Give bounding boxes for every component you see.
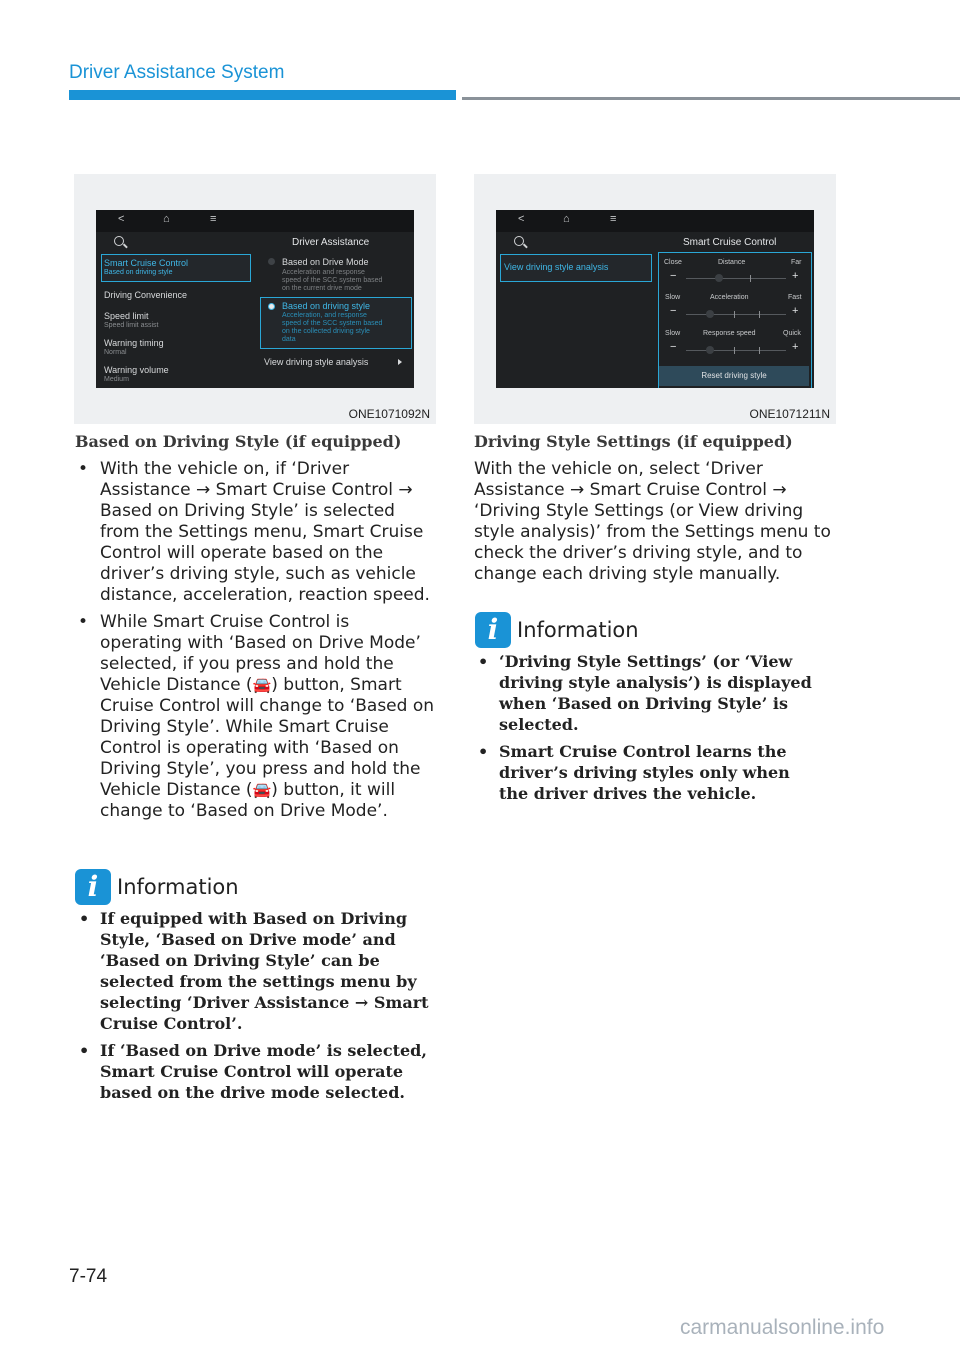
information-label: Information <box>517 618 639 642</box>
slider-tick <box>734 311 735 318</box>
bullet-item: • With the vehicle on, if ‘Driver Assistance → Smart Cruise Control → Based on Driving Style’ is selected from the Settings menu, Smart Cruise Control will operate based on the driver’s driving style, such as vehicle distance, acceleration, reaction speed. <box>74 459 436 606</box>
row-response-label: Response speed <box>703 330 756 337</box>
row-acceleration-right: Fast <box>788 294 802 301</box>
reset-driving-style-button: Reset driving style <box>659 366 809 386</box>
home-icon: ⌂ <box>563 213 570 225</box>
row-acceleration-left: Slow <box>665 294 681 301</box>
screen-title: Driver Assistance <box>292 237 370 248</box>
figure-code: ONE1071092N <box>348 407 430 421</box>
radio-off-icon <box>268 258 275 265</box>
option-driving-style-desc: Acceleration, and response speed of the SCC system based on the collected driving style data <box>282 312 383 343</box>
option-drive-mode-label: Based on Drive Mode <box>282 257 369 267</box>
screen-title: Smart Cruise Control <box>683 237 777 248</box>
search-icon <box>514 236 524 246</box>
driving-style-bullets <box>74 459 436 828</box>
menu-item-smart-cruise: Smart Cruise Control Based on driving style <box>104 258 189 276</box>
information-label: Information <box>117 875 239 899</box>
vehicle-distance-icon: 🚘 <box>252 781 272 799</box>
slider-tick <box>734 347 735 354</box>
plus-icon: + <box>792 305 799 317</box>
row-distance-left: Close <box>664 259 682 266</box>
plus-icon: + <box>792 270 799 282</box>
menu-item-driving-convenience: Driving Convenience <box>104 290 188 300</box>
section-title: Driver Assistance System <box>69 62 285 83</box>
slider-tick <box>759 347 760 354</box>
slider-tick <box>759 311 760 318</box>
watermark: carmanualsonline.info <box>680 1316 885 1339</box>
figure-code: ONE1071211N <box>749 407 830 421</box>
info-icon: i <box>75 869 111 905</box>
menu-item-view-analysis: View driving style analysis <box>504 262 609 272</box>
style-settings-paragraph: With the vehicle on, select ‘Driver Assistance → Smart Cruise Control → ‘Driving Style Settings (or View driving style analysis)’ from the Settings menu to check the driver’s driving style, and to change each driving style manually. <box>474 459 831 584</box>
minus-icon: − <box>670 341 677 353</box>
information-header <box>75 869 275 905</box>
information-bullets <box>75 908 437 1109</box>
info-icon: i <box>475 612 511 648</box>
section-heading-style-settings: Driving Style Settings (if equipped) <box>474 432 793 451</box>
menu-icon: ≡ <box>610 213 617 225</box>
info-bullet-item: • ‘Driving Style Settings’ (or ‘View driving style analysis’) is displayed when ‘Based on Driving Style’ is selected. <box>474 651 814 735</box>
chevron-right-icon <box>398 359 402 365</box>
menu-item-speed-limit: Speed limit Speed limit assist <box>104 311 159 329</box>
slider-knob <box>706 346 714 354</box>
bullet-item: • While Smart Cruise Control is operating with ‘Based on Drive Mode’ selected, if you press and hold the Vehicle Distance (🚘) button, Smart Cruise Control will change to ‘Based on Driving Style’. While Smart Cruise Control is operating with ‘Based on Driving Style’, you press and hold the Vehicle Distance (🚘) button, it will change to ‘Based on Drive Mode’. <box>74 612 436 822</box>
menu-icon: ≡ <box>210 213 217 225</box>
info-bullet-item: • If ‘Based on Drive mode’ is selected, Smart Cruise Control will operate based on the drive mode selected. <box>75 1040 437 1103</box>
row-distance-right: Far <box>791 259 802 266</box>
slider-tick <box>750 275 751 282</box>
info-bullet-item: • Smart Cruise Control learns the driver’s driving styles only when the driver drives the vehicle. <box>474 741 814 804</box>
menu-item-warning-volume: Warning volume Medium <box>104 365 169 383</box>
vehicle-distance-icon: 🚘 <box>252 676 272 694</box>
radio-on-icon <box>268 303 275 310</box>
slider-track <box>686 314 786 315</box>
minus-icon: − <box>670 305 677 317</box>
figure-smart-cruise-screen <box>474 174 836 424</box>
slider-knob <box>706 310 714 318</box>
search-icon <box>114 236 124 246</box>
back-icon: < <box>518 213 525 225</box>
menu-item-warning-timing: Warning timing Normal <box>104 338 164 356</box>
row-acceleration-label: Acceleration <box>710 294 749 301</box>
option-drive-mode-desc: Acceleration and response speed of the SCC system based on the current drive mode <box>282 269 383 292</box>
slider-knob <box>715 274 723 282</box>
information-bullets <box>474 651 814 810</box>
header-rule <box>462 97 960 100</box>
screen-topbar <box>496 210 814 232</box>
information-header <box>475 612 675 648</box>
infotainment-screen <box>496 210 814 388</box>
minus-icon: − <box>670 270 677 282</box>
option-driving-style-label: Based on driving style <box>282 301 371 311</box>
home-icon: ⌂ <box>163 213 170 225</box>
back-icon: < <box>118 213 125 225</box>
info-bullet-item: • If equipped with Based on Driving Style, ‘Based on Drive mode’ and ‘Based on Driving Style’ can be selected from the settings menu by selecting ‘Driver Assistance → Smart Cruise Control’. <box>75 908 437 1034</box>
header-accent-bar <box>69 90 456 100</box>
infotainment-screen <box>96 210 414 388</box>
row-response-right: Quick <box>783 330 801 337</box>
screen-topbar <box>96 210 414 232</box>
view-driving-style-link: View driving style analysis <box>264 357 369 367</box>
slider-track <box>686 278 786 279</box>
plus-icon: + <box>792 341 799 353</box>
page-number: 7-74 <box>69 1266 108 1287</box>
row-distance-label: Distance <box>718 259 746 266</box>
figure-driver-assistance-screen <box>74 174 436 424</box>
section-heading-driving-style: Based on Driving Style (if equipped) <box>75 432 402 451</box>
slider-track <box>686 350 786 351</box>
row-response-left: Slow <box>665 330 681 337</box>
